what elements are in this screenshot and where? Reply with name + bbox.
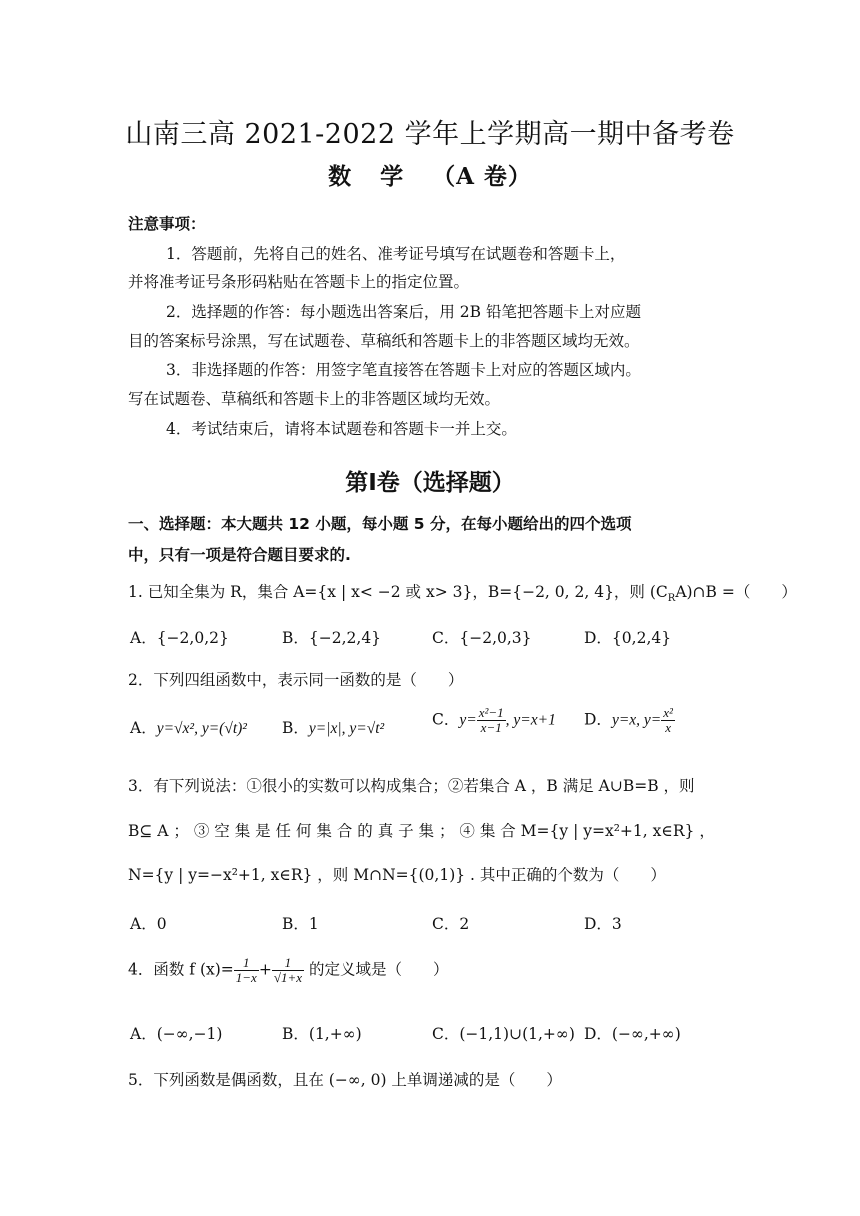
q2-label-c: C． <box>432 710 460 729</box>
q4-pre: 4．函数 f (x)= <box>128 960 234 979</box>
q2-d-pre: y=x, y= <box>611 711 662 729</box>
q2-label-d: D． <box>584 710 612 729</box>
section-instruction-2: 中，只有一项是符合题目要求的. <box>128 546 351 564</box>
q2-a-expr: y=√x², y=(√t)² <box>156 720 247 737</box>
q4-f2-numerator: 1 <box>272 956 304 971</box>
notice-line-7: 4．考试结束后，请将本试题卷和答题卡一并上交。 <box>166 420 517 438</box>
q2-c-post: , y=x+1 <box>505 711 556 729</box>
q4-fraction-1 <box>234 956 259 985</box>
q3-option-b: B．1 <box>282 915 319 933</box>
section-title: 第Ⅰ卷（选择题） <box>345 470 515 496</box>
q4-option-d: D．(−∞,+∞) <box>584 1025 681 1043</box>
q2-c-fraction <box>477 706 506 735</box>
q4-f2-denominator: √1+x <box>273 970 303 985</box>
q1-sub-r: R <box>667 593 676 605</box>
q4-f1-numerator: 1 <box>234 956 259 971</box>
notice-line-6: 写在试题卷、草稿纸和答题卡上的非答题区域均无效。 <box>128 390 501 408</box>
notice-line-2: 并将准考证号条形码粘贴在答题卡上的指定位置。 <box>128 273 470 291</box>
q2-b-expr: y=|x|, y=√t² <box>308 720 385 737</box>
q1-option-c: C．{−2,0,3} <box>432 629 532 647</box>
notice-line-5: 3．非选择题的作答：用签字笔直接答在答题卡上对应的答题区域内。 <box>166 361 641 379</box>
q2-c-denominator: x−1 <box>480 720 502 735</box>
subject-char-1: 数 <box>328 163 353 190</box>
question-3-line-2: B⊆ A ； ③ 空 集 是 任 何 集 合 的 真 子 集 ； ④ 集 合 M={y | y=x²+1, x∈R} ， <box>128 822 715 840</box>
exam-subtitle <box>0 158 860 191</box>
q4-option-a: A．(−∞,−1) <box>130 1025 223 1043</box>
q2-label-a: A． <box>130 719 157 737</box>
q1-option-d: D．{0,2,4} <box>584 629 672 647</box>
q2-option-b <box>282 716 384 738</box>
subject-char-2: 学 <box>380 163 405 190</box>
q3-option-a: A．0 <box>130 915 167 933</box>
notice-line-1: 1．答题前，先将自己的姓名、准考证号填写在试题卷和答题卡上， <box>166 245 626 263</box>
exam-title: 山南三高 2021-2022 学年上学期高一期中备考卷 <box>125 119 735 150</box>
q1-stem-text: 1. 已知全集为 R，集合 A={x | x< −2 或 x> 3}，B={−2, 0, 2, 4}，则 (C <box>128 583 668 601</box>
q1-stem-tail: A)∩B =（ ） <box>675 583 797 601</box>
q2-label-b: B． <box>282 719 309 737</box>
q2-d-denominator: x <box>665 720 671 735</box>
question-3-line-3: N={y | y=−x²+1, x∈R} ，则 M∩N={(0,1)} . 其中正确的个数为（ ） <box>128 866 666 884</box>
q2-c-pre: y= <box>459 711 477 729</box>
section-instruction-1: 一、选择题：本大题共 12 小题，每小题 5 分，在每小题给出的四个选项 <box>128 515 632 533</box>
notice-line-3: 2．选择题的作答：每小题选出答案后，用 2B 铅笔把答题卡上对应题 <box>166 303 641 321</box>
q2-d-fraction <box>661 706 675 735</box>
q2-d-numerator: x² <box>663 705 673 720</box>
q1-option-a: A．{−2,0,2} <box>130 629 229 647</box>
q4-plus: + <box>258 960 272 979</box>
notice-line-4: 目的答案标号涂黑，写在试题卷、草稿纸和答题卡上的非答题区域均无效。 <box>128 332 640 350</box>
question-5-stem: 5．下列函数是偶函数，且在 (−∞, 0) 上单调递减的是（ ） <box>128 1071 562 1089</box>
q3-option-d: D．3 <box>584 915 622 933</box>
q2-option-a <box>130 716 247 738</box>
q4-post: 的定义域是（ ） <box>304 960 449 979</box>
q4-fraction-2 <box>272 956 304 985</box>
q2-c-numerator: x²−1 <box>478 705 504 720</box>
q4-f1-denominator: 1−x <box>235 970 257 985</box>
q1-option-b: B．{−2,2,4} <box>282 629 382 647</box>
question-4-stem <box>128 956 734 985</box>
paper-version: （A 卷） <box>432 163 532 190</box>
q2-option-d <box>584 706 675 735</box>
q4-option-b: B．(1,+∞) <box>282 1025 362 1043</box>
question-2-stem: 2．下列四组函数中，表示同一函数的是（ ） <box>128 671 464 689</box>
q3-option-c: C．2 <box>432 915 470 933</box>
q4-option-c: C．(−1,1)∪(1,+∞) <box>432 1025 575 1043</box>
q2-option-c <box>432 706 556 735</box>
notice-heading: 注意事项： <box>128 215 206 233</box>
question-3-line-1: 3．有下列说法：①很小的实数可以构成集合；②若集合 A ，B 满足 A∪B=B ，则 <box>128 777 695 795</box>
